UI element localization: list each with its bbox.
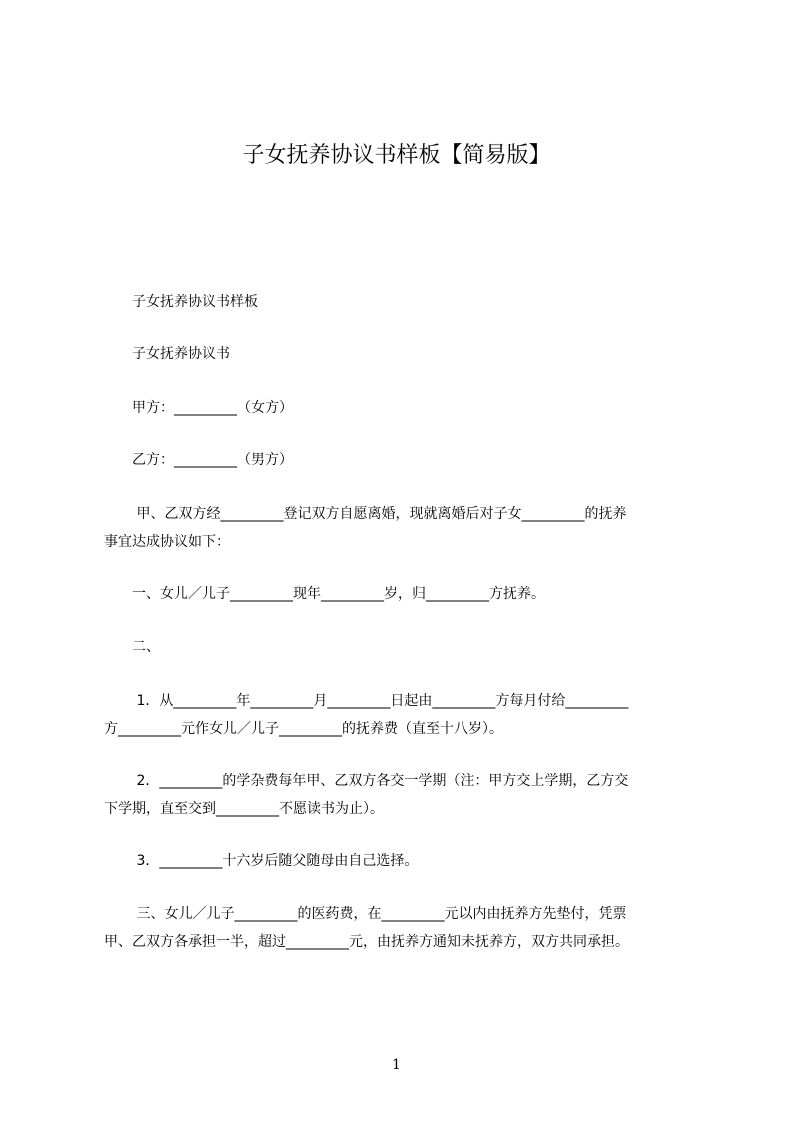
paragraph-clause-one — [104, 580, 702, 608]
paragraph-party-b — [104, 446, 702, 474]
paragraph-clause-two — [104, 633, 702, 661]
paragraph-line: 子女抚养协议书样板 — [104, 294, 258, 310]
paragraph-agreement-heading — [104, 340, 702, 368]
paragraph-line: 3．_________十六岁后随父随母由自己选择。 — [104, 853, 419, 869]
paragraph-line: 事宜达成协议如下： — [104, 534, 230, 550]
paragraph-clause-two-item-3 — [104, 847, 702, 875]
paragraph-line: 方_________元作女儿／儿子_________的抚养费（直至十八岁）。 — [104, 721, 503, 737]
paragraph-line: 1．从_________年_________月_________日起由_________方每月付给_________ — [104, 693, 629, 709]
paragraph-line: 三、女儿／儿子_________的医药费，在_________元以内由抚养方先垫付，凭票 — [104, 906, 627, 922]
page-number: 1 — [392, 1057, 401, 1073]
paragraph-clause-two-item-1 — [104, 687, 702, 743]
document-title: 子女抚养协议书样板【简易版】 — [242, 143, 551, 168]
paragraph-clause-three — [104, 900, 702, 956]
paragraph-line: 二、 — [104, 639, 160, 655]
paragraph-line: 2．_________的学杂费每年甲、乙双方各交一学期（注：甲方交上学期，乙方交 — [104, 773, 629, 789]
paragraph-line: 下学期，直至交到_________不愿读书为止）。 — [104, 801, 384, 817]
paragraph-intro — [104, 500, 702, 556]
paragraph-line: 甲方：_________（女方） — [104, 400, 293, 416]
paragraph-clause-two-item-2 — [104, 767, 702, 823]
paragraph-line: 甲、乙双方各承担一半，超过_________元，由抚养方通知未抚养方，双方共同承担。 — [104, 934, 629, 950]
paragraph-line: 乙方：_________（男方） — [104, 452, 293, 468]
paragraph-template-heading — [104, 288, 702, 316]
paragraph-line: 甲、乙双方经_________登记双方自愿离婚，现就离婚后对子女_________的抚养 — [104, 506, 627, 522]
paragraph-line: 一、女儿／儿子_________现年_________岁，归_________方抚养。 — [104, 586, 545, 602]
paragraph-party-a — [104, 394, 702, 422]
paragraph-line: 子女抚养协议书 — [104, 346, 230, 362]
